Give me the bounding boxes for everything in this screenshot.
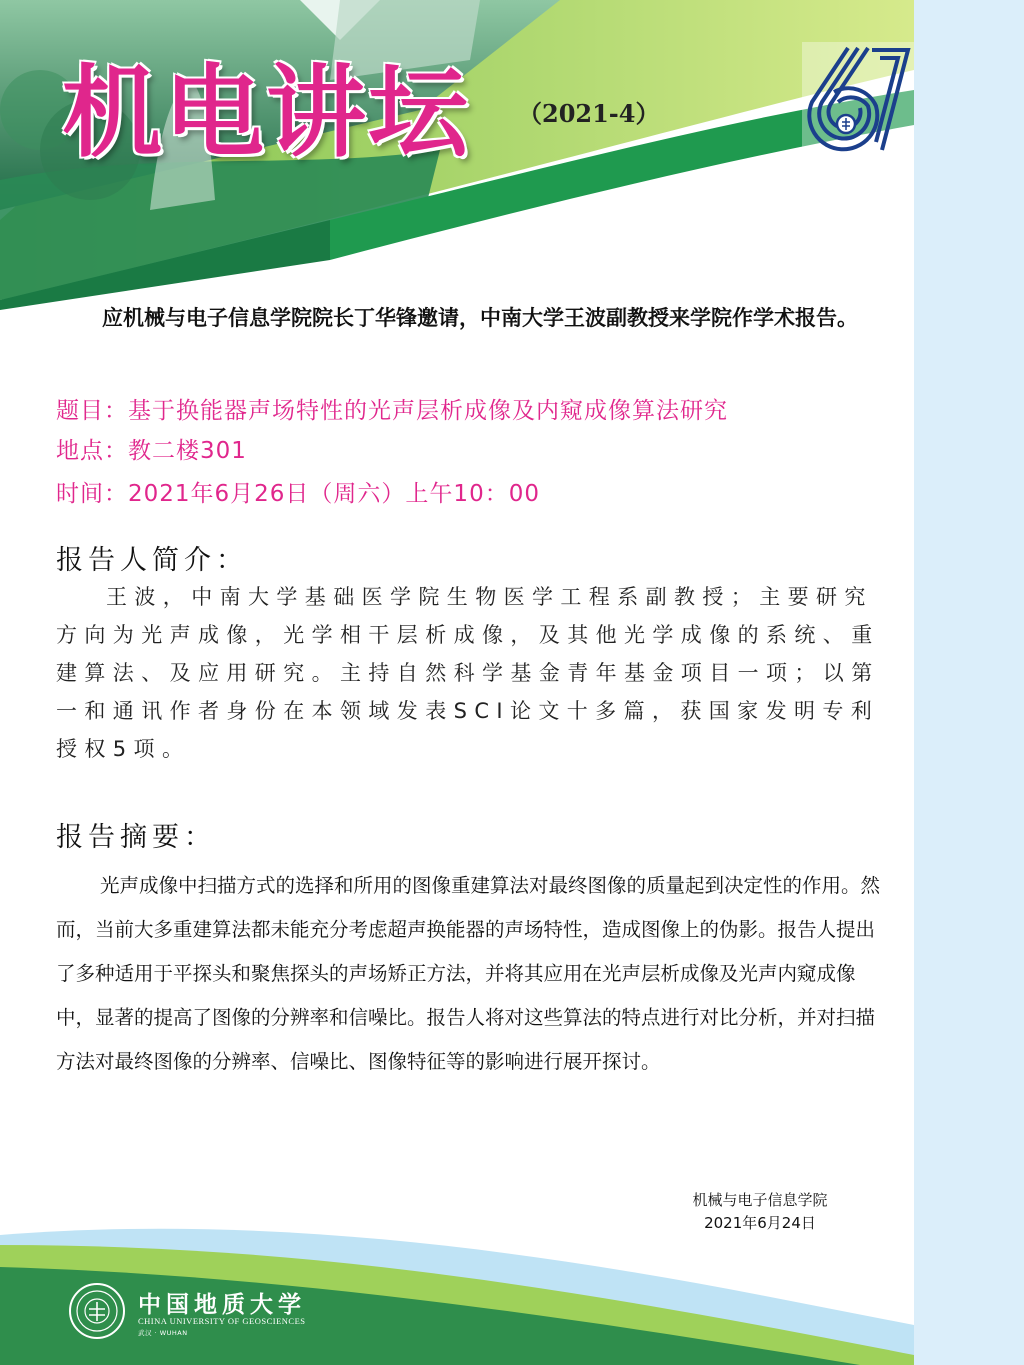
talk-time: 时间：2021年6月26日（周六）上午10：00 [56,481,540,507]
university-city: 武汉 · WUHAN [138,1329,188,1337]
abstract-text: 光声成像中扫描方式的选择和所用的图像重建算法对最终图像的质量起到决定性的作用。然而，当前大多重建算法都未能充分考虑超声换能器的声场特性，造成图像上的伪影。报告人提出了多种适用于平探头和聚焦探头的声场矫正方法，并将其应用在光声层析成像及光声内窥成像中，显著的提高了图像的分辨率和信噪比。报告人将对这些算法的特点进行对比分析，并对扫描方法对最终图像的分辨率、信噪比、图像特征等的影响进行展开探讨。 [56,874,881,1073]
poster-title: 机电讲坛 [62,53,470,171]
anniversary-emblem-icon [802,42,914,154]
talk-location: 地点：教二楼301 [56,438,247,464]
abstract-heading: 报告摘要： [56,822,216,853]
talk-topic: 题目：基于换能器声场特性的光声层析成像及内窥成像算法研究 [56,398,728,424]
speaker-heading: 报告人简介： [56,545,248,576]
university-logo [68,1282,308,1340]
issue-number: （2021-4） [518,99,660,128]
signature-date: 2021年6月24日 [704,1214,816,1232]
signature-organization: 机械与电子信息学院 [692,1191,828,1209]
speaker-bio: 王波，中南大学基础医学院生物医学工程系副教授；主要研究方向为光声成像，光学相干层析成像，及其他光学成像的系统、重建算法、及应用研究。主持自然科学基金青年基金项目一项；以第一和通讯作者身份在本领域发表SCI论文十多篇，获国家发明专利授权5项。 [56,585,880,761]
university-name-en: CHINA UNIVERSITY OF GEOSCIENCES [138,1316,306,1326]
university-name-cn: 中国地质大学 [138,1291,306,1318]
university-seal-icon [68,1282,126,1340]
invitation-text: 应机械与电子信息学院院长丁华锋邀请，中南大学王波副教授来学院作学术报告。 [102,306,858,330]
